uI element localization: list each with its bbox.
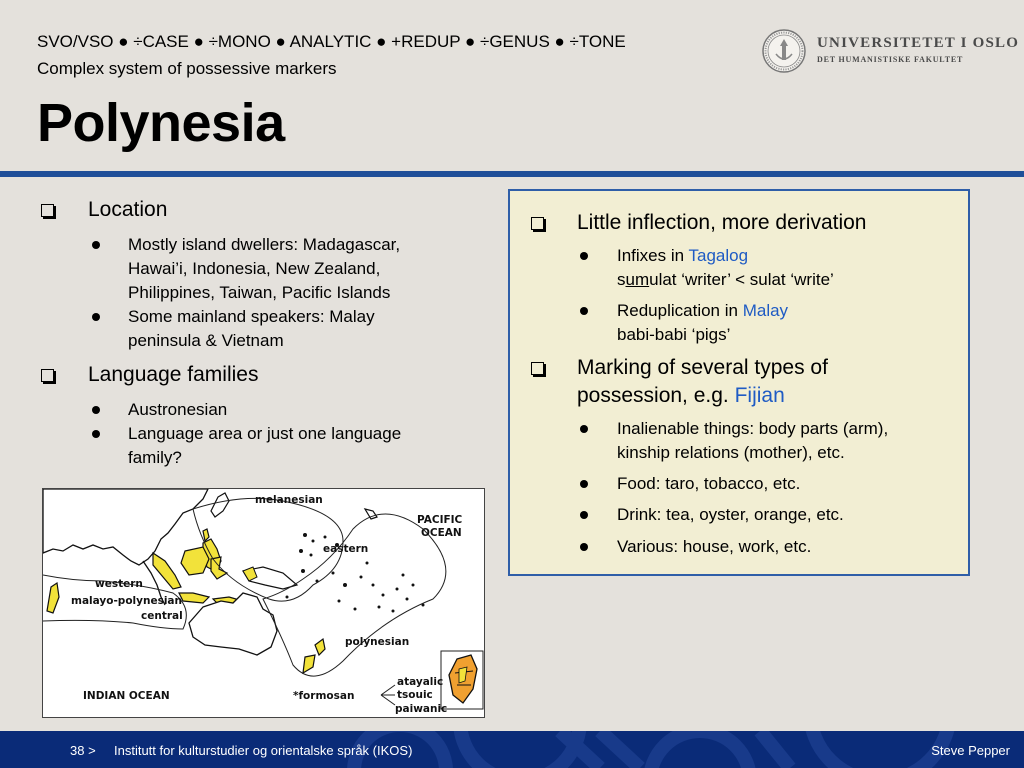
checkbox-bullet-icon: [41, 204, 54, 217]
list-item-line: Some mainland speakers: Malay: [128, 307, 375, 326]
list-item-line: Drink: tea, oyster, orange, etc.: [617, 505, 844, 524]
list-item-line: Language area or just one language: [128, 424, 402, 443]
list-item: [617, 535, 811, 559]
list-item: [617, 472, 800, 496]
checkbox-bullet-icon: [531, 362, 544, 375]
list-item-reduplication: [617, 299, 788, 347]
bullet-dot-icon: [580, 307, 588, 315]
list-item-line: Austronesian: [128, 400, 228, 419]
example-text: babi-babi ‘pigs’: [617, 325, 731, 344]
map-label-indian-ocean: INDIAN OCEAN: [83, 690, 170, 702]
borneo-island: [181, 547, 209, 575]
slide-footer: [0, 731, 1024, 768]
bullet-dot-icon: [580, 425, 588, 433]
list-item-line: [617, 299, 788, 323]
map-label-malayo-polynesian: malayo-polynesian: [71, 595, 182, 607]
bullet-dot-icon: [92, 241, 100, 249]
map-label-melanesian: melanesian: [255, 494, 323, 506]
bullet-dot-icon: [92, 430, 100, 438]
new-zealand-island: [315, 639, 325, 655]
map-label-paiwanic: paiwanic: [395, 703, 448, 715]
map-label-formosan: *formosan: [293, 690, 355, 702]
list-item-line: Mostly island dwellers: Madagascar,: [128, 235, 401, 254]
list-item-line: family?: [128, 448, 182, 467]
author-name: Steve Pepper: [931, 743, 1010, 758]
map-label-ocean: OCEAN: [421, 527, 462, 539]
checkbox-bullet-icon: [41, 369, 54, 382]
polynesian-boundary: [263, 514, 446, 676]
bullet-dot-icon: [92, 406, 100, 414]
map-label-tsouic: tsouic: [397, 689, 433, 701]
map-label-polynesian: polynesian: [345, 636, 410, 648]
list-item-line: Hawai’i, Indonesia, New Zealand,: [128, 259, 381, 278]
redup-label: Reduplication in: [617, 301, 743, 320]
map-label-pacific: PACIFIC: [417, 514, 463, 526]
university-name: UNIVERSITETET I OSLO: [817, 35, 1020, 51]
japan-island: [211, 493, 229, 517]
map-label-atayalic: atayalic: [397, 676, 444, 688]
list-item-line: Inalienable things: body parts (arm),: [617, 419, 889, 438]
heading-text: possession, e.g.: [577, 384, 735, 407]
checkbox-bullet-icon: [531, 217, 544, 230]
asia-landmass: [43, 489, 208, 565]
list-item-line: [617, 268, 834, 292]
bullet-dot-icon: [580, 252, 588, 260]
bullet-dot-icon: [92, 313, 100, 321]
slide-subtitle: Complex system of possessive markers: [37, 59, 337, 78]
malay-link: Malay: [742, 301, 789, 320]
bullet-dot-icon: [580, 480, 588, 488]
bullet-dot-icon: [580, 511, 588, 519]
list-item: [617, 417, 888, 465]
sumatra-island: [153, 553, 181, 589]
possession-heading: [577, 354, 828, 410]
map-label-central: central: [141, 610, 183, 622]
list-item-line: Various: house, work, etc.: [617, 537, 812, 556]
slide-title: Polynesia: [37, 93, 285, 153]
madagascar-island: [47, 583, 59, 613]
list-item-line: peninsula & Vietnam: [128, 331, 284, 350]
features-panel: [508, 189, 970, 576]
bullet-dot-icon: [580, 543, 588, 551]
map-graphic: [43, 489, 484, 717]
example-text: ulat ‘writer’ < sulat ‘write’: [649, 270, 834, 289]
infix-underlined: um: [625, 270, 650, 289]
list-item: [128, 422, 401, 470]
faculty-name: DET HUMANISTISKE FAKULTET: [817, 55, 964, 64]
university-seal-icon: [761, 28, 807, 74]
institute-name: Institutt for kulturstudier og orientalske språk (IKOS): [114, 743, 413, 758]
austronesian-map: [42, 488, 485, 718]
list-item: [128, 398, 227, 422]
header-divider: [0, 171, 1024, 177]
java-island: [179, 593, 209, 603]
formosan-arrows: [381, 685, 395, 705]
heading-line: [577, 382, 828, 410]
families-heading: Language families: [88, 363, 259, 386]
page-number: 38 >: [70, 743, 96, 758]
university-logo: [757, 26, 1019, 78]
typology-tags: SVO/VSO ● ÷CASE ● ÷MONO ● ANALYTIC ● +REDUP ● ÷GENUS ● ÷TONE: [37, 32, 626, 51]
list-item: [128, 305, 375, 353]
example-text: s: [617, 270, 626, 289]
taiwan-island: [203, 529, 209, 541]
infix-label: Infixes in: [617, 246, 689, 265]
tagalog-link: Tagalog: [688, 246, 749, 265]
list-item-line: Philippines, Taiwan, Pacific Islands: [128, 283, 391, 302]
heading-line: Marking of several types of: [577, 356, 828, 379]
list-item: [128, 233, 400, 305]
list-item-infixes: [617, 244, 834, 292]
inflection-heading: Little inflection, more derivation: [577, 211, 867, 234]
list-item-line: kinship relations (mother), etc.: [617, 443, 845, 462]
location-heading: Location: [88, 198, 168, 221]
hawaii-islands: [365, 509, 377, 519]
list-item-line: Food: taro, tobacco, etc.: [617, 474, 801, 493]
map-label-eastern: eastern: [323, 543, 369, 555]
list-item-line: [617, 244, 834, 268]
list-item: [617, 503, 844, 527]
fijian-link: Fijian: [734, 384, 785, 407]
map-label-western: western: [95, 578, 143, 590]
